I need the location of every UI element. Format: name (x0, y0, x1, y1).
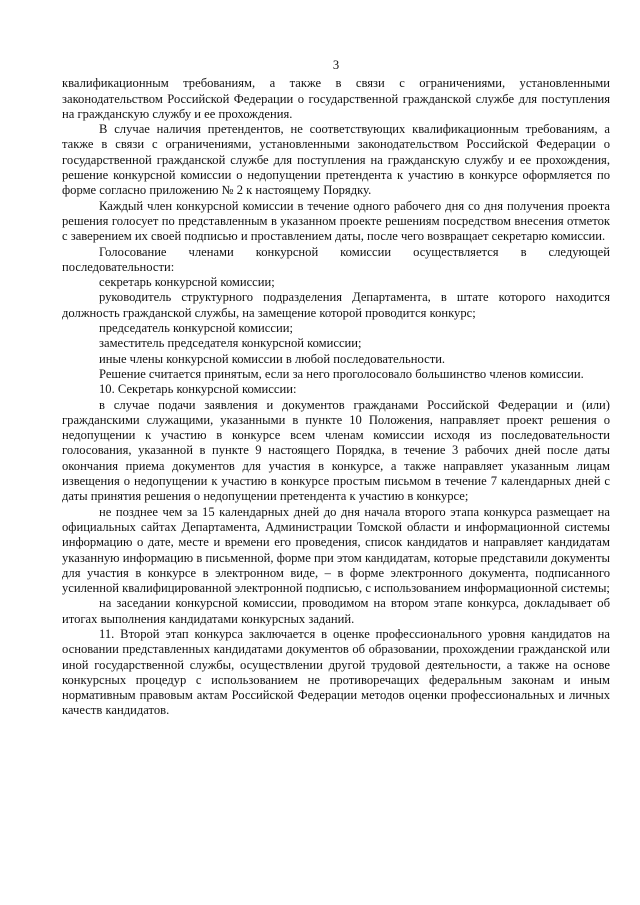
paragraph: Решение считается принятым, если за него проголосовало большинство членов комиссии. (99, 366, 584, 381)
list-item: секретарь конкурсной комиссии; (99, 275, 275, 290)
list-item: председатель конкурсной комиссии; (99, 321, 293, 336)
document-body (62, 76, 610, 718)
document-page (62, 58, 610, 719)
paragraph: на заседании конкурсной комиссии, проводимом на втором этапе конкурса, докладывает об итогах выполнения кандидатами конкурсных заданий. (62, 596, 610, 626)
section-heading: 10. Секретарь конкурсной комиссии: (99, 382, 297, 397)
list-item: заместитель председателя конкурсной комиссии; (99, 336, 362, 351)
paragraph: В случае наличия претендентов, не соответствующих квалификационным требованиям, а также в связи с ограничениями, установленными законодательством Российской Федерации о государственной гражданской службе для поступления на гражданскую службу и ее прохождения, решение конкурсной комиссии о недопущении претендента к участию в конкурсе оформляется по форме согласно приложению № 2 к настоящему Порядку. (62, 122, 610, 198)
paragraph: квалификационным требованиям, а также в связи с ограничениями, установленными законодательством Российской Федерации о государственной гражданской службе для поступления на гражданскую службу и ее прохождения. (62, 76, 610, 121)
list-item: иные члены конкурсной комиссии в любой последовательности. (99, 351, 446, 366)
list-item: руководитель структурного подразделения Департамента, в штате которого находится должность гражданской службы, на замещение которой проводится конкурс; (62, 290, 610, 320)
paragraph: Каждый член конкурсной комиссии в течение одного рабочего дня со дня получения проекта решения голосует по представленным в указанном проекте решениям посредством внесения отметок с заверением их своей подписью и проставлением даты, после чего возвращает секретарю комиссии. (62, 198, 610, 244)
paragraph: 11. Второй этап конкурса заключается в оценке профессионального уровня кандидатов на основании представленных кандидатами документов об образовании, прохождении гражданской или иной государственной службы, осуществлении другой трудовой деятельности, а также на основе конкурсных процедур с использованием не противоречащих федеральным законам и иным нормативным правовым актам Российской Федерации методов оценки профессиональных и личных качеств кандидатов. (62, 626, 610, 718)
paragraph: Голосование членами конкурсной комиссии осуществляется в следующей последовательности: (62, 244, 610, 274)
paragraph: не позднее чем за 15 календарных дней до дня начала второго этапа конкурса размещает на официальных сайтах Департамента, Администрации Томской области и информационной системы информацию о дате, месте и времени его проведения, список кандидатов и направляет кандидатам указанную информацию в письменной, форме при этом кандидатам, которые представили документы для участия в конкурсе в электронном виде, – в форме электронного документа, подписанного усиленной квалифицированной электронной подписью, с использованием информационной системы; (62, 504, 610, 596)
page-number: 3 (332, 58, 340, 72)
paragraph: в случае подачи заявления и документов гражданами Российской Федерации и (или) гражданскими служащими, указанными в пункте 10 Положения, направляет проект решения о недопущении к участию в конкурсе всем членам комиссии исходя из последовательности голосования, указанной в пункте 9 настоящего Порядка, в течение 3 рабочих дней после даты окончания приема документов для участия в конкурсе, а также направляет указанным лицам извещения о недопущении к участию в конкурсе простым письмом в течение 7 календарных дней с даты принятия решения о недопущении претендента к участию в конкурсе; (62, 397, 610, 504)
